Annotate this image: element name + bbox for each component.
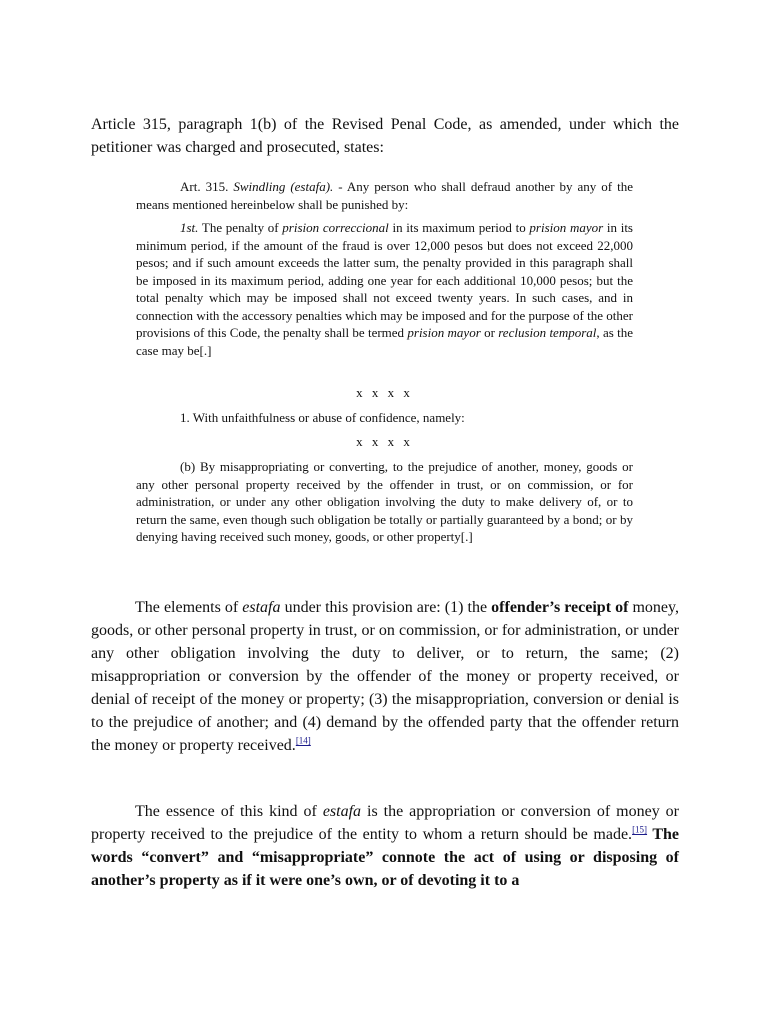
term-prision-mayor: prision mayor (529, 220, 604, 235)
first-text-c: in its minimum period, if the amount of the fraud is over 12,000 pesos but does not exceed 22,000 pesos; and if such amount exceeds the latter sum, the penalty provided in this paragraph shall be imposed in its maximum period, adding one year for each additional 10,000 pesos; but the total penalty which may be imposed shall not exceed twenty years. In such cases, and in connection with the accessory penalties which may be imposed and for the purpose of the other provisions of this Code, the penalty shall be termed (136, 220, 633, 340)
elements-text-a: The elements of (135, 599, 243, 616)
quote-item-1: 1. With unfaithfulness or abuse of confidence, namely: (180, 410, 465, 425)
first-text-d: or (480, 325, 499, 340)
article-title: Swindling (estafa). (233, 179, 334, 194)
elements-bold: offender’s receipt of (491, 599, 629, 616)
elements-text-c: money, goods, or other personal property in trust, or on commission, or for administration, or under any other obligation involving the duty to deliver, or to return, the same; (2) misappropriation or conversion by the offender of the money or property received, or denial of receipt of the money or property; (3) the misappropriation, conversion or denial is to the prejudice of another; and (4) demand by the offended party that the offender return the money or property received. (91, 599, 679, 754)
elements-text-b: under this provision are: (1) the (280, 599, 492, 616)
first-text-a: The penalty of (198, 220, 283, 235)
article-lead: Art. 315. (180, 179, 234, 194)
quote-first-penalty (136, 219, 633, 359)
footnote-link-15[interactable]: [15] (632, 824, 648, 835)
term-prision-correccional: prision correccional (282, 220, 389, 235)
essence-text-b: is the appropriation or conversion of money or property received to the prejudice of the entity to whom a return should be made. (91, 803, 679, 843)
article-rest: - Any person who shall defraud another by any of the means mentioned hereinbelow shall be punished by: (136, 179, 633, 212)
term-estafa: estafa (242, 599, 281, 616)
intro-paragraph: Article 315, paragraph 1(b) of the Revised Penal Code, as amended, under which the petitioner was charged and prosecuted, states: (91, 116, 679, 156)
ellipsis-marker-2: x x x x (356, 434, 413, 449)
term-reclusion-temporal: reclusion temporal (498, 325, 597, 340)
ellipsis-marker: x x x x (356, 385, 413, 400)
quote-item-b: (b) By misappropriating or converting, to the prejudice of another, money, goods or any other personal property received by the offender in trust, or on commission, or for administration, or under any other obligation involving the duty to make delivery of, or to return the same, even though such obligation be totally or partially guaranteed by a bond; or by denying having received such money, goods, or other property[.] (136, 459, 633, 544)
quote-article-315 (136, 178, 633, 213)
first-lead: 1st. (180, 220, 199, 235)
essence-paragraph (91, 800, 679, 892)
term-estafa-2: estafa (322, 803, 362, 820)
footnote-link-14[interactable]: [14] (295, 735, 311, 746)
essence-text-a: The essence of this kind of (135, 803, 323, 820)
elements-paragraph (91, 596, 679, 757)
essence-bold: The words “convert” and “misappropriate” connote the act of using or disposing of another’s property as if it were one’s own, or of devoting it to a (91, 826, 679, 889)
first-text-b: in its maximum period to (388, 220, 530, 235)
term-prision-mayor-2: prision mayor (407, 325, 481, 340)
first-text-e: , as the case may be[.] (136, 325, 633, 358)
